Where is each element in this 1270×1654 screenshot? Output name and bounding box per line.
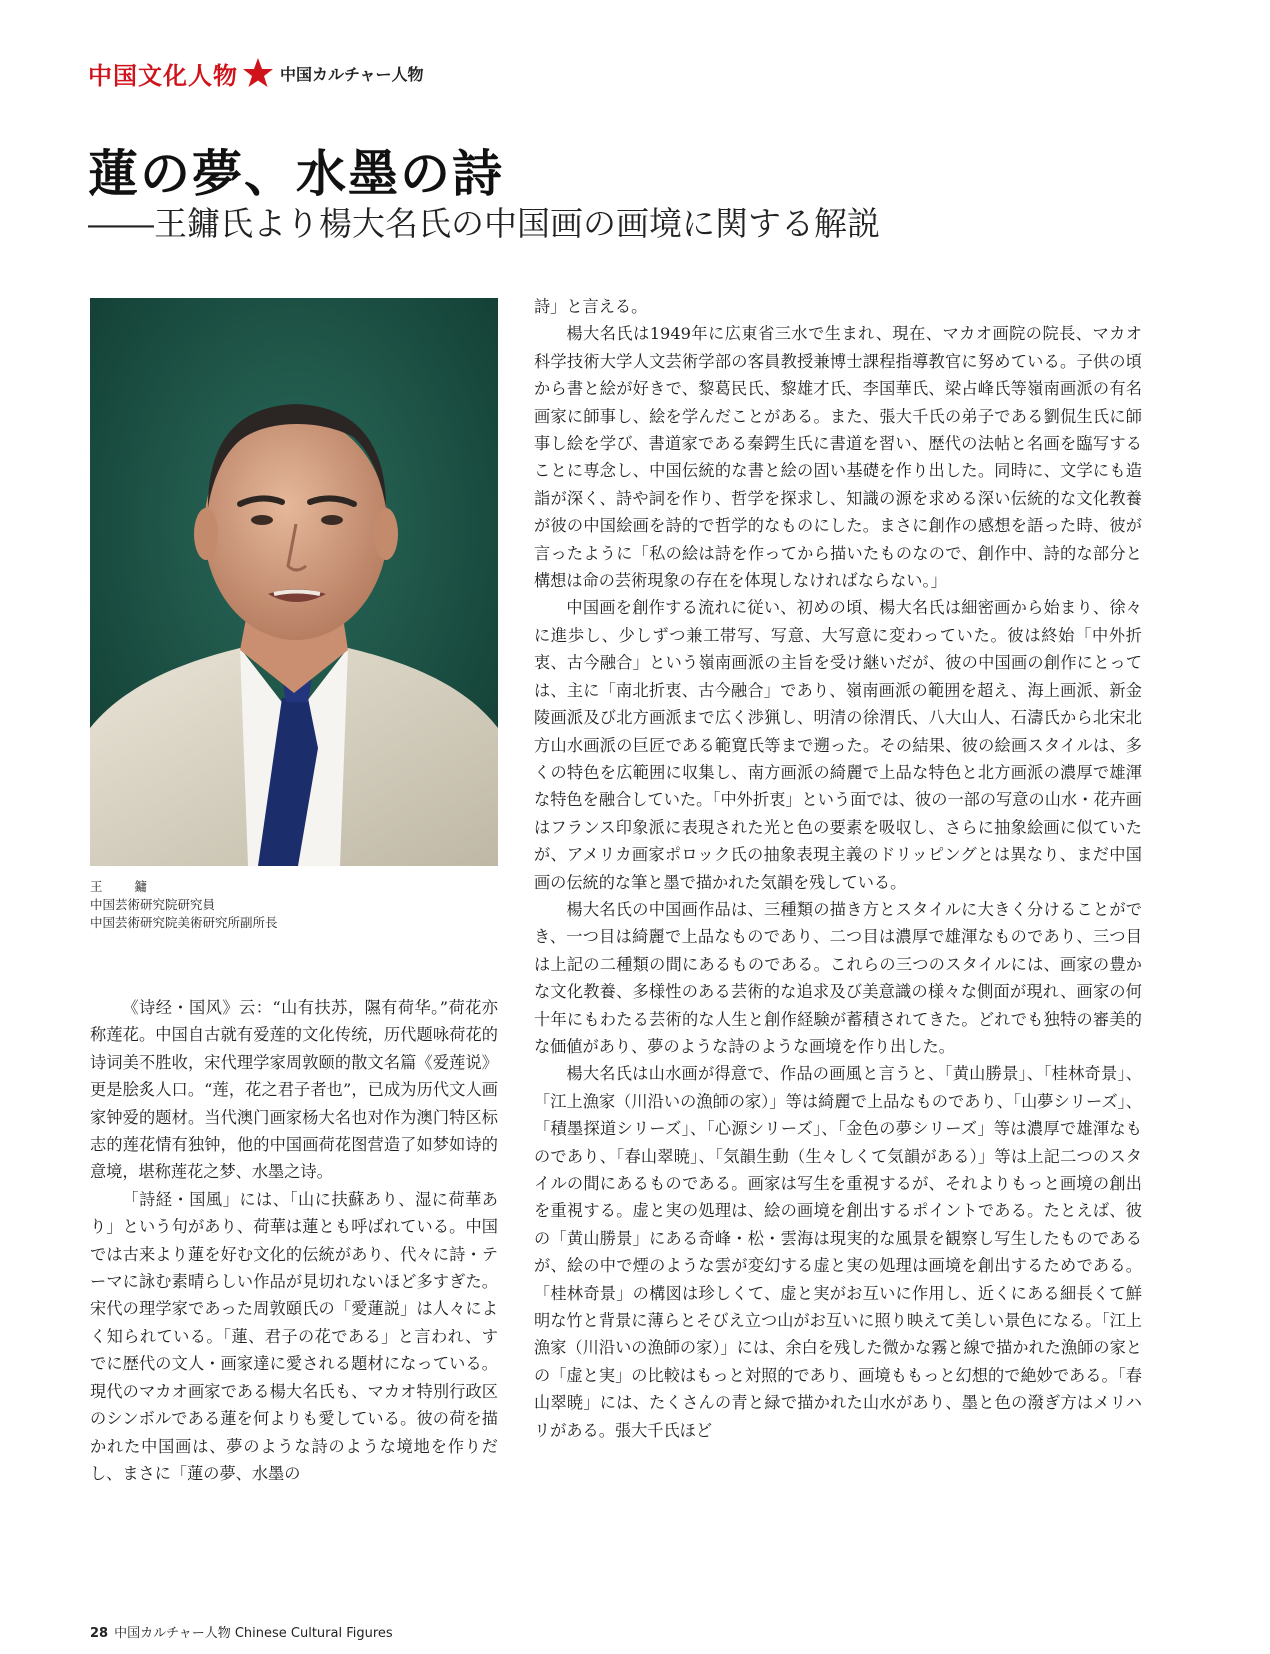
right-text-column bbox=[534, 293, 1142, 1444]
paragraph-three-styles: 楊大名氏の中国画作品は、三種類の描き方とスタイルに大きく分けることができ、一つ目は綺麗で上品なものであり、二つ目は濃厚で雄渾なものであり、三つ目は上記の二種類の間にあるものである。これらの三つのスタイルには、画家の豊かな文化教養、多様性のある芸術的な追求及び美意識の様々な側面が現れ、画家の何十年にもわたる芸術的な人生と創作経験が蓄積されてきた。どれでも独特の審美的な価値があり、夢のような詩のような画境を作り出した。 bbox=[534, 899, 1142, 1056]
left-text-column bbox=[90, 994, 498, 1487]
magazine-header bbox=[88, 56, 424, 90]
caption-name: 王 鏞 bbox=[90, 879, 161, 894]
footer-label: 中国カルチャー人物 Chinese Cultural Figures bbox=[114, 1626, 393, 1641]
paragraph-biography: 楊大名氏は1949年に広東省三水で生まれ、現在、マカオ画院の院長、マカオ科学技術大学人文芸術学部の客員教授兼博士課程指導教官に努めている。子供の頃から書と絵が好きで、黎葛民氏、黎雄才氏、李国華氏、梁占峰氏等嶺南画派の有名画家に師事し、絵を学んだことがある。また、張大千氏の弟子である劉侃生氏に師事し絵を学び、書道家である秦鍔生氏に書道を習い、歴代の法帖と名画を臨写することに専念し、中国伝統的な書と絵の固い基礎を作り出した。同時に、文学にも造詣が深く、詩や詞を作り、哲学を探求し、知識の源を求める深い伝統的な文化教養が彼の中国絵画を詩的で哲学的なものにした。まさに創作の感想を語った時、彼が言ったように「私の絵は詩を作ってから描いたものなので、創作中、詩的な部分と構想は命の芸術現象の存在を体現しなければならない。」 bbox=[534, 324, 1142, 591]
caption-title-2: 中国芸術研究院美術研究所副所長 bbox=[90, 915, 278, 930]
brand-section-label: 中国カルチャー人物 bbox=[280, 64, 424, 84]
caption-title-1: 中国芸術研究院研究員 bbox=[90, 897, 216, 912]
paragraph-landscape: 楊大名氏は山水画が得意で、作品の画風と言うと、「黄山勝景」、「桂林奇景」、「江上漁家（川沿いの漁師の家）」等は綺麗で上品なものであり、「山夢シリーズ」、「積墨探道シリーズ」、「心源シリーズ」、「金色の夢シリーズ」等は濃厚で雄渾なものであり、「春山翠暁」、「気韻生動（生々しくて気韻がある）」等は上記二つのスタイルの間にあるものである。画家は写生を重視するが、それよりもっと画境の創出を重視する。虚と実の処理は、絵の画境を創出するポイントである。たとえば、彼の「黄山勝景」にある奇峰・松・雲海は現実的な風景を観察し写生したものであるが、絵の中で煙のような雲が変幻する虚と実の処理は画境を創出するためである。「桂林奇景」の構図は珍しくて、虚と実がお互いに作用し、近くにある細長くて鮮明な竹と背景に薄らとそびえ立つ山がお互いに照り映えて美しい景色になる。「江上漁家（川沿いの漁師の家）」には、余白を残した微かな霧と線で描かれた漁師の家との「虚と実」の比較はもっと対照的であり、画境ももっと幻想的で絶妙である。「春山翠暁」には、たくさんの青と緑で描かれた山水があり、墨と色の潑ぎ方はメリハリがある。張大千氏ほど bbox=[534, 1064, 1142, 1440]
paragraph-chinese-intro: 《诗经・国风》云：“山有扶苏，隰有荷华。”荷花亦称莲花。中国自古就有爱莲的文化传统，历代题咏荷花的诗词美不胜收，宋代理学家周敦颐的散文名篇《爱莲说》更是脍炙人口。“莲，花之君子者也”，已成为历代文人画家钟爱的题材。当代澳门画家杨大名也对作为澳门特区标志的莲花情有独钟，他的中国画荷花图营造了如梦如诗的意境，堪称莲花之梦、水墨之诗。 bbox=[90, 998, 498, 1182]
paragraph-style-evolution: 中国画を創作する流れに従い、初めの頃、楊大名氏は細密画から始まり、徐々に進歩し、少しずつ兼工帯写、写意、大写意に変わっていた。彼は終始「中外折衷、古今融合」という嶺南画派の主旨を受け継いだが、彼の中国画の創作にとっては、主に「南北折衷、古今融合」であり、嶺南画派の範囲を超え、海上画派、新金陵画派及び北方画派まで広く渉猟し、明清の徐渭氏、八大山人、石濤氏から北宋北方山水画派の巨匠である範寛氏等まで遡った。その結果、彼の絵画スタイルは、多くの特色を広範囲に収集し、南方画派の綺麗で上品な特色と北方画派の濃厚で雄渾な特色を融合していた。「中外折衷」という面では、彼の一部の写意の山水・花卉画はフランス印象派に表現された光と色の要素を吸収し、さらに抽象絵画に似ていたが、アメリカ画家ポロック氏の抽象表現主義のドリッピングとは異なり、まだ中国画の伝統的な筆と墨で描かれた気韻を残している。 bbox=[534, 598, 1142, 892]
photo-caption bbox=[90, 878, 278, 932]
paragraph-japanese-intro: 「詩経・国風」には、「山に扶蘇あり、湿に荷華あり」という句があり、荷華は蓮とも呼ばれている。中国では古来より蓮を好む文化的伝統があり、代々に詩・テーマに詠む素晴らしい作品が見切れないほど多すぎた。宋代の理学家であった周敦頤氏の「愛蓮説」は人々によく知られている。「蓮、君子の花である」と言われ、すでに歴代の文人・画家達に愛される題材になっている。現代のマカオ画家である楊大名氏も、マカオ特別行政区のシンボルである蓮を何よりも愛している。彼の荷を描かれた中国画は、夢のような詩のような境地を作りだし、まさに「蓮の夢、水墨の bbox=[90, 1189, 498, 1483]
article-title: 蓮の夢、水墨の詩 bbox=[88, 144, 504, 203]
red-star-icon bbox=[242, 57, 274, 89]
portrait-photo bbox=[90, 298, 498, 866]
page-number: 28 bbox=[90, 1626, 109, 1641]
paragraph-continuation: 詩」と言える。 bbox=[534, 297, 648, 316]
article-subtitle: ――王鏞氏より楊大名氏の中国画の画境に関する解説 bbox=[88, 204, 880, 243]
page-footer bbox=[90, 1622, 393, 1641]
brand-logo-chinese: 中国文化人物 bbox=[88, 60, 238, 90]
